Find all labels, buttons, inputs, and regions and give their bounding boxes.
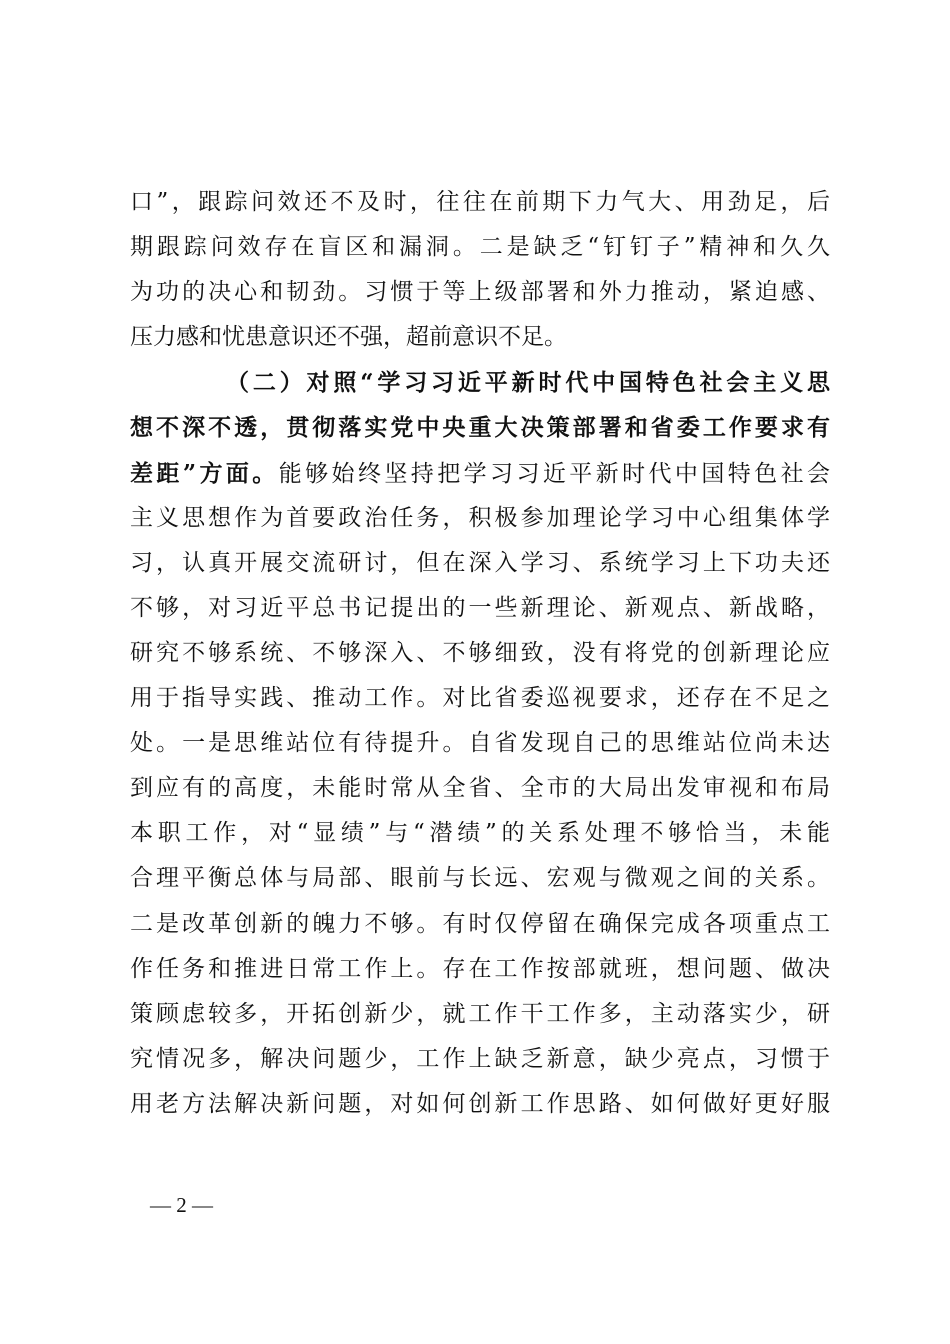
text-line xyxy=(130,586,830,631)
text-segment: 压力感和忧患意识还不强，超前意识不足。 xyxy=(130,324,567,351)
text-line xyxy=(130,180,830,225)
bold-text-segment: 差距”方面。 xyxy=(130,459,279,487)
text-segment: 策顾虑较多，开拓创新少，就工作干工作多，主动落实少，研 xyxy=(130,1000,830,1027)
text-segment: 用于指导实践、推动工作。对比省委巡视要求，还存在不足之 xyxy=(130,685,830,712)
text-segment: 主义思想作为首要政治任务，积极参加理论学习中心组集体学 xyxy=(130,504,830,531)
text-segment: 研究不够系统、不够深入、不够细致，没有将党的创新理论应 xyxy=(130,639,830,666)
text-segment: 为功的决心和韧劲。习惯于等上级部署和外力推动，紧迫感、 xyxy=(130,279,830,306)
text-segment: 期跟踪问效存在盲区和漏洞。二是缺乏“钉钉子”精神和久久 xyxy=(130,234,830,261)
text-line xyxy=(130,856,830,901)
bold-text-segment: （二）对照“学习习近平新时代中国特色社会主义思 xyxy=(226,369,830,397)
text-line xyxy=(130,1082,830,1127)
text-segment: 本职工作，对“显绩”与“潜绩”的关系处理不够恰当，未能 xyxy=(130,820,830,847)
text-line xyxy=(130,270,830,315)
bold-text-segment: 想不深不透，贯彻落实党中央重大决策部署和省委工作要求有 xyxy=(130,414,830,442)
text-segment: 到应有的高度，未能时常从全省、全市的大局出发审视和布局 xyxy=(130,775,830,802)
text-line xyxy=(130,451,830,496)
text-segment: 处。一是思维站位有待提升。自省发现自己的思维站位尚未达 xyxy=(130,730,830,757)
text-line xyxy=(130,766,830,811)
text-segment: 习，认真开展交流研讨，但在深入学习、系统学习上下功夫还 xyxy=(130,549,830,576)
text-segment: 二是改革创新的魄力不够。有时仅停留在确保完成各项重点工 xyxy=(130,910,830,937)
text-line xyxy=(130,225,830,270)
page-number: — 2 — xyxy=(150,1193,213,1217)
text-segment: 究情况多，解决问题少，工作上缺乏新意，缺少亮点，习惯于 xyxy=(130,1045,830,1072)
text-line xyxy=(130,1037,830,1082)
text-segment: 作任务和推进日常工作上。存在工作按部就班，想问题、做决 xyxy=(130,955,830,982)
text-line xyxy=(130,947,830,992)
body-text xyxy=(130,180,830,1127)
text-line xyxy=(130,676,830,721)
text-segment: 能够始终坚持把学习习近平新时代中国特色社会 xyxy=(278,460,830,487)
text-segment: 口”，跟踪问效还不及时，往往在前期下力气大、用劲足，后 xyxy=(130,189,830,215)
text-line xyxy=(130,541,830,586)
text-line xyxy=(130,405,830,450)
text-line xyxy=(130,992,830,1037)
text-segment: 用老方法解决新问题，对如何创新工作思路、如何做好更好服 xyxy=(130,1090,830,1117)
text-line xyxy=(130,811,830,856)
text-line xyxy=(130,496,830,541)
text-segment: 不够，对习近平总书记提出的一些新理论、新观点、新战略， xyxy=(130,594,830,621)
text-line xyxy=(130,902,830,947)
text-line xyxy=(130,721,830,766)
text-line xyxy=(130,631,830,676)
text-line xyxy=(130,360,830,405)
text-segment: 合理平衡总体与局部、眼前与长远、宏观与微观之间的关系。 xyxy=(130,865,830,892)
text-line xyxy=(130,315,830,360)
